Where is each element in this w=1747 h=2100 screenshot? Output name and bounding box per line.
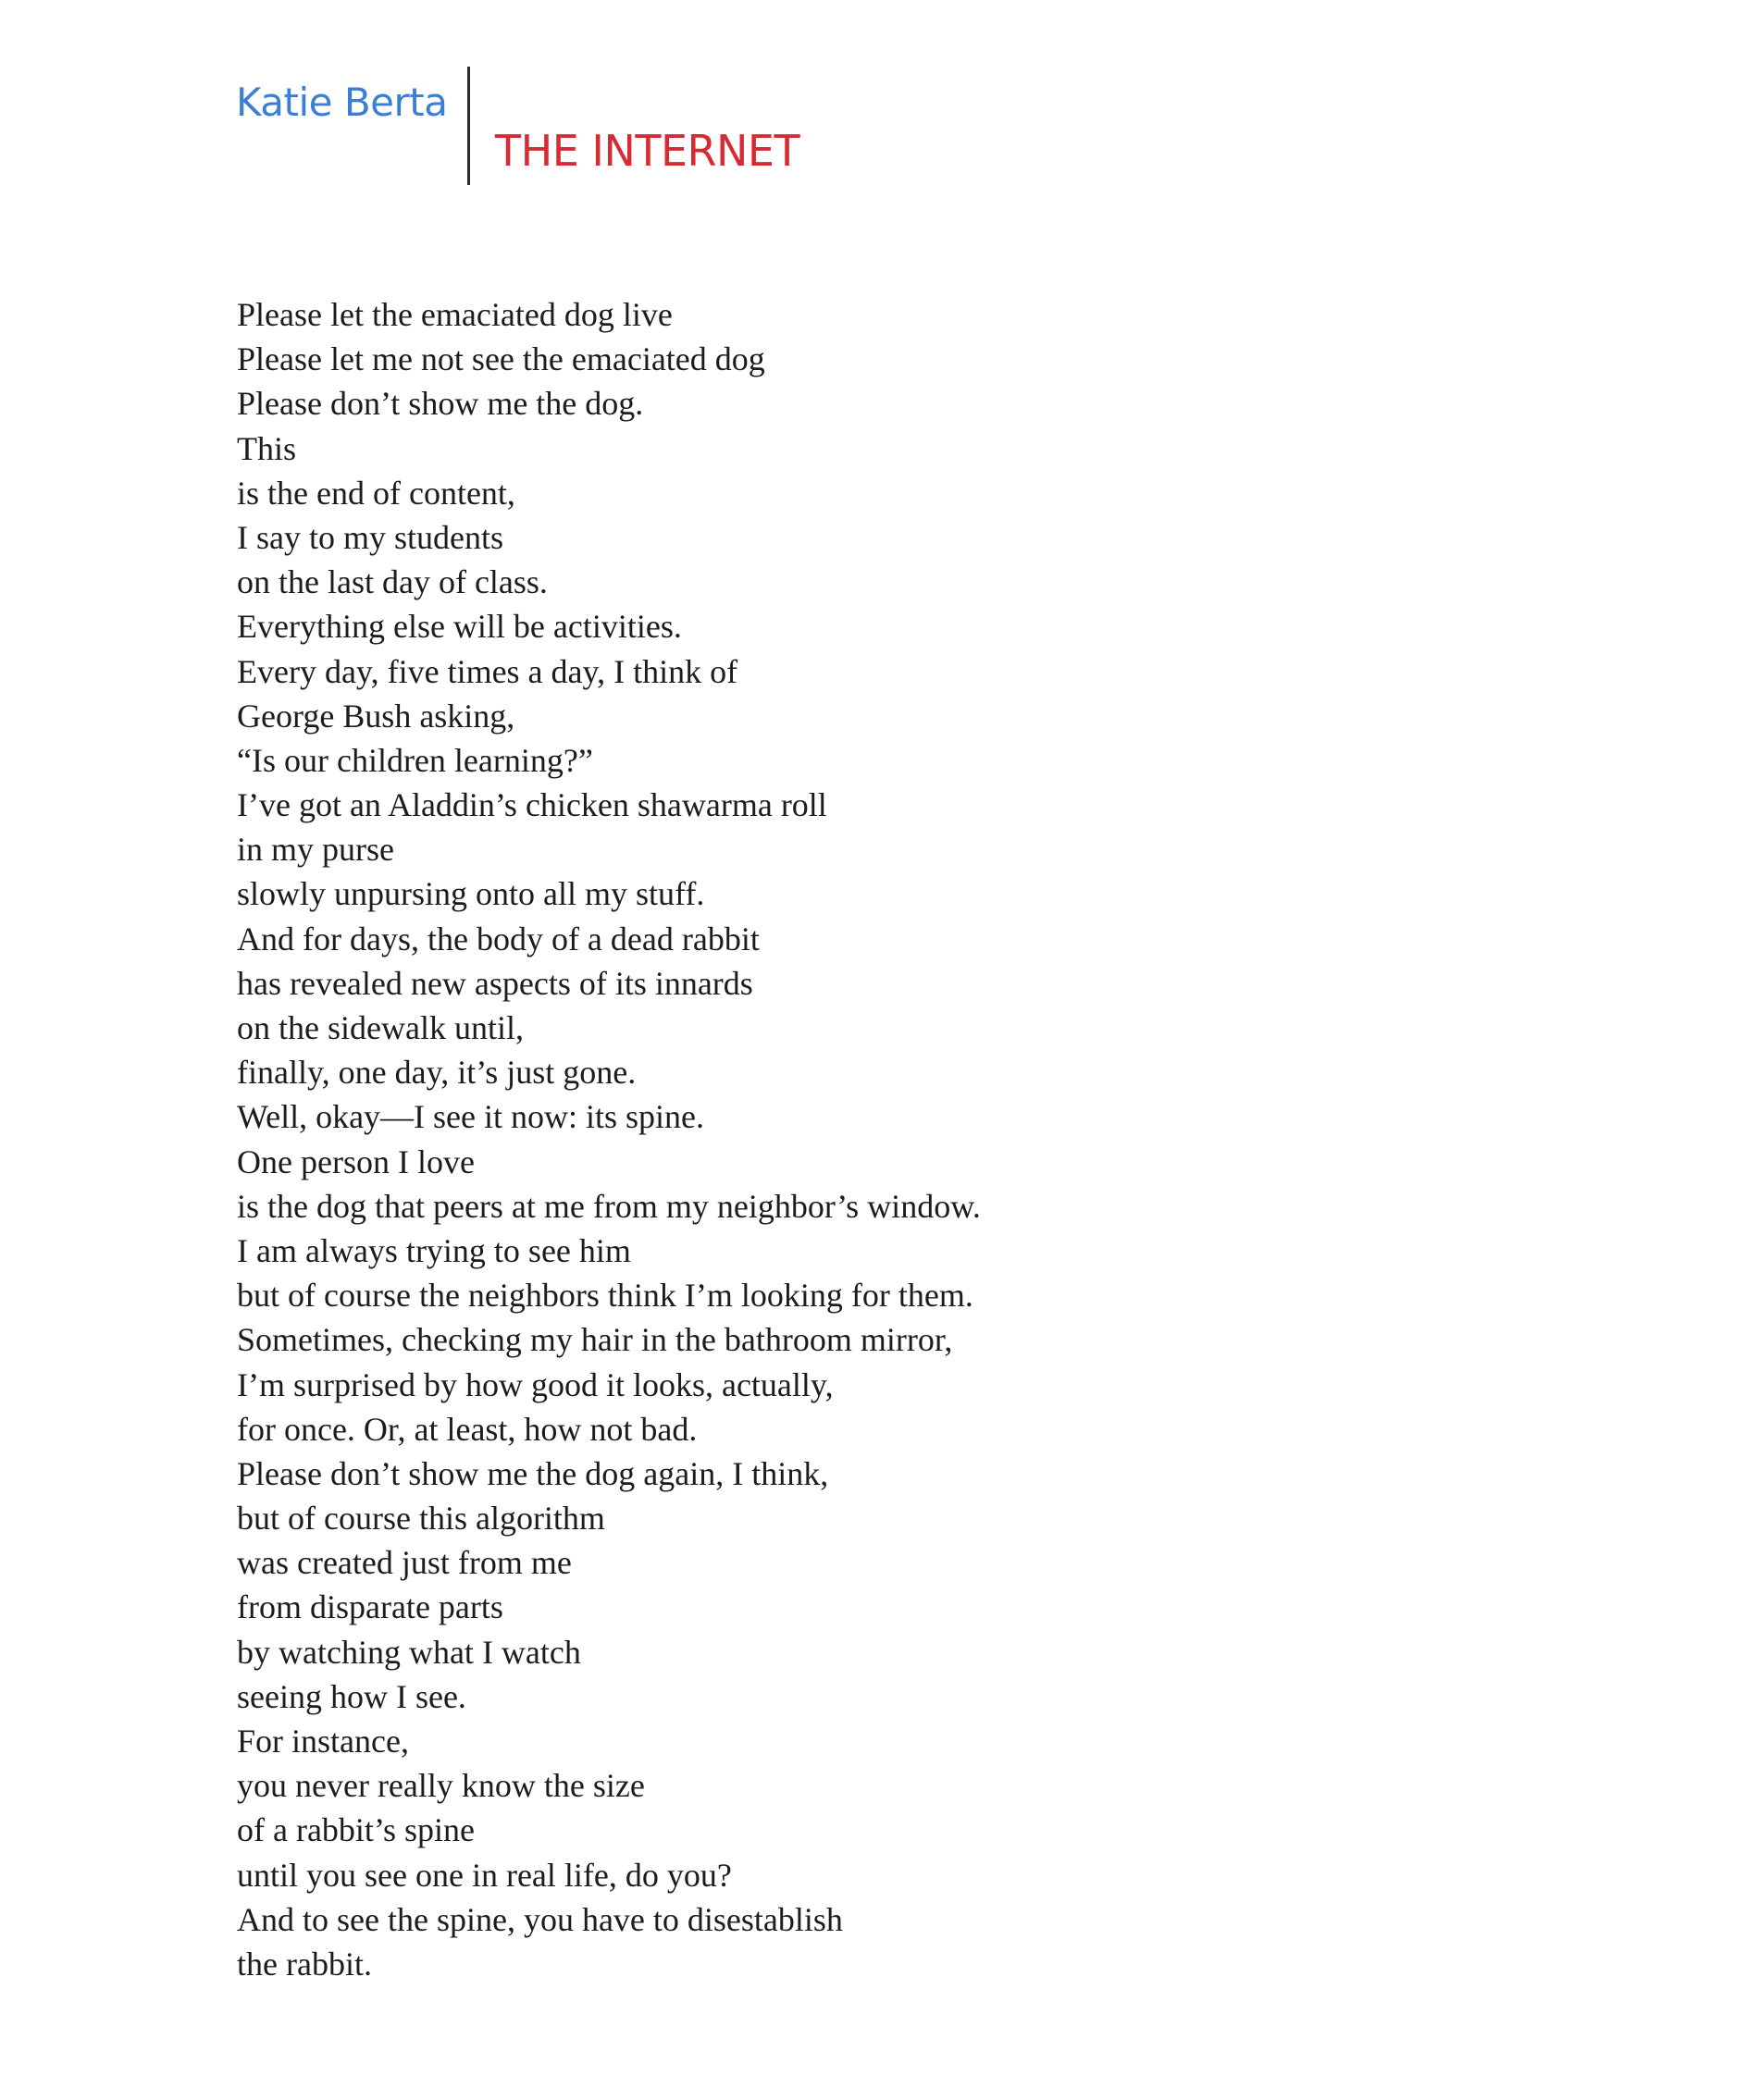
poem-line: Please let me not see the emaciated dog bbox=[237, 340, 765, 378]
poem-line: Please let the emaciated dog live bbox=[237, 296, 673, 333]
poem-line: I’ve got an Aladdin’s chicken shawarma roll bbox=[237, 786, 827, 824]
poem-line: This bbox=[237, 429, 297, 467]
poem-line: George Bush asking, bbox=[237, 697, 515, 735]
poem-line: For instance, bbox=[237, 1723, 409, 1760]
poem-line: One person I love bbox=[237, 1143, 475, 1180]
poem-line: in my purse bbox=[237, 831, 394, 869]
poem-line: seeing how I see. bbox=[237, 1677, 466, 1715]
poem-line: on the last day of class. bbox=[237, 563, 548, 601]
poem-title: THE INTERNET bbox=[495, 126, 800, 176]
poem-line: I’m surprised by how good it looks, actually, bbox=[237, 1365, 834, 1403]
poem-line: by watching what I watch bbox=[237, 1633, 581, 1671]
poem-line: from disparate parts bbox=[237, 1588, 503, 1626]
poem-line: Please don’t show me the dog. bbox=[237, 385, 644, 423]
poem-line: I say to my students bbox=[237, 518, 503, 556]
poem-line: slowly unpursing onto all my stuff. bbox=[237, 875, 705, 913]
poem-line: Well, okay—I see it now: its spine. bbox=[237, 1098, 705, 1136]
poem-line: Please don’t show me the dog again, I think, bbox=[237, 1454, 829, 1492]
poem-line: I am always trying to see him bbox=[237, 1231, 631, 1269]
poem-line: for once. Or, at least, how not bad. bbox=[237, 1410, 698, 1448]
poem-line: finally, one day, it’s just gone. bbox=[237, 1054, 637, 1092]
poem-line: is the dog that peers at me from my neighbor’s window. bbox=[237, 1187, 981, 1225]
poem-body bbox=[237, 292, 981, 1986]
poem-line: until you see one in real life, do you? bbox=[237, 1856, 732, 1894]
poem-line: is the end of content, bbox=[237, 474, 515, 512]
poem-line: but of course the neighbors think I’m looking for them. bbox=[237, 1277, 973, 1315]
poem-line: on the sidewalk until, bbox=[237, 1009, 524, 1046]
poem-line: of a rabbit’s spine bbox=[237, 1811, 475, 1849]
poem-line: And to see the spine, you have to disestablish bbox=[237, 1900, 843, 1938]
poem-line: Everything else will be activities. bbox=[237, 608, 682, 646]
poem-line: but of course this algorithm bbox=[237, 1500, 605, 1538]
poem-line: Sometimes, checking my hair in the bathroom mirror, bbox=[237, 1321, 953, 1359]
poem-line: the rabbit. bbox=[237, 1945, 372, 1983]
poem-line: “Is our children learning?” bbox=[237, 741, 593, 779]
poem-line: was created just from me bbox=[237, 1544, 572, 1582]
author-name: Katie Berta bbox=[236, 80, 448, 125]
poem-line: And for days, the body of a dead rabbit bbox=[237, 920, 760, 957]
header-divider bbox=[467, 67, 470, 185]
poem-line: Every day, five times a day, I think of bbox=[237, 652, 738, 690]
poem-line: you never really know the size bbox=[237, 1767, 645, 1805]
poem-line: has revealed new aspects of its innards bbox=[237, 964, 753, 1002]
